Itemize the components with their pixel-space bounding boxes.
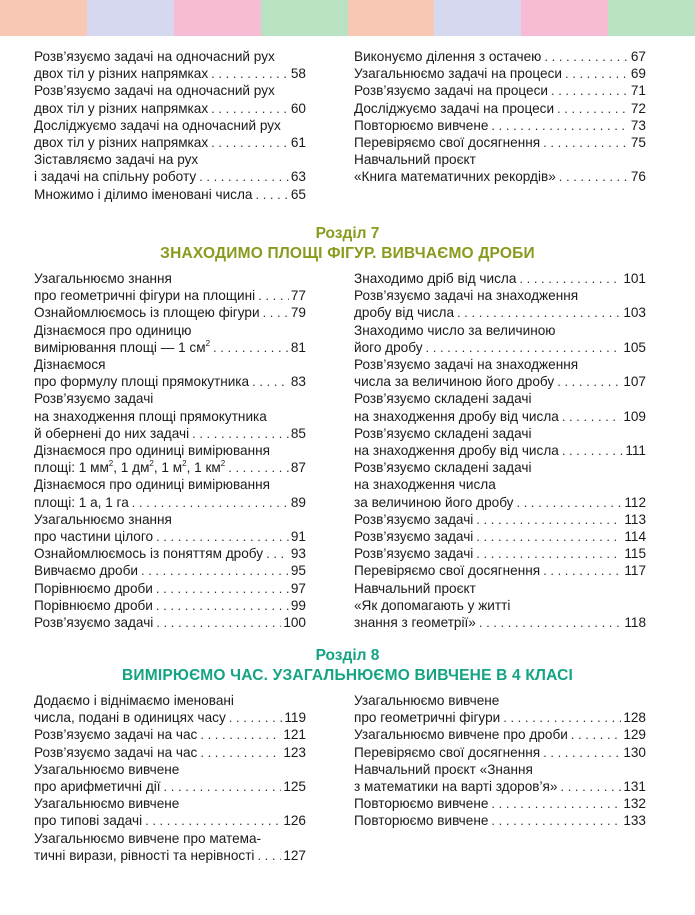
chapter-7-section — [0, 224, 695, 631]
dot-leader — [156, 528, 289, 545]
page-number: 115 — [624, 546, 646, 562]
toc-entry-title-line: Розв’язуємо задачі на процеси — [354, 83, 548, 99]
toc-entry[interactable] — [354, 151, 646, 185]
toc-entry-title-line: Додаємо і віднімаємо іменовані — [34, 693, 234, 708]
toc-entry[interactable] — [354, 761, 646, 795]
toc-entry[interactable] — [34, 761, 306, 795]
chapter-title: ЗНАХОДИМО ПЛОЩІ ФІГУР. ВИВЧАЄМО ДРОБИ — [160, 245, 535, 262]
dot-leader — [192, 425, 289, 442]
toc-entry-title-line: на знаходження числа — [354, 477, 496, 493]
toc-entry-title-line: Множимо і ділимо іменовані числа — [34, 186, 253, 202]
toc-entry-title-line: Дізнаємося про одиниці вимірювання — [34, 477, 270, 493]
toc-entry-title-line: про типові задачі — [34, 813, 143, 829]
toc-column-right — [354, 270, 646, 631]
toc-entry[interactable] — [354, 65, 646, 82]
toc-entry-title-line: Досліджуємо задачі на процеси — [354, 100, 555, 116]
toc-entry-title-line: Узагальнюємо знання — [34, 511, 172, 527]
toc-entry-title-line: про частини цілого — [34, 529, 154, 545]
dot-leader — [211, 100, 289, 117]
toc-entry[interactable] — [354, 287, 646, 321]
chapter-7-heading — [0, 224, 695, 264]
toc-entry-title-line: Дізнаємося про одиницю — [34, 322, 192, 338]
toc-entry-title-line: Узагальнюємо задачі на процеси — [354, 66, 562, 82]
page-number: 77 — [290, 288, 306, 304]
toc-entry-title-line: Повторюємо вивчене — [354, 813, 489, 829]
dot-leader — [228, 459, 289, 476]
decorative-color-band — [0, 0, 695, 36]
toc-entry[interactable] — [354, 528, 646, 545]
toc-entry[interactable] — [34, 117, 306, 151]
page-number: 121 — [283, 727, 306, 743]
band-segment — [0, 0, 87, 36]
toc-entry-title-line: й обернені до них задачі — [34, 425, 190, 441]
toc-entry-title-line: двох тіл у різних напрямках — [34, 100, 209, 116]
toc-column-right — [354, 692, 646, 864]
band-segment — [174, 0, 261, 36]
dot-leader — [476, 545, 622, 562]
page-number: 93 — [290, 546, 306, 562]
toc-entry-title-line: Ознайомлюємось із площею фігури — [34, 305, 260, 321]
chapter-8-heading — [0, 646, 695, 686]
dot-leader — [491, 117, 628, 134]
toc-entry[interactable] — [354, 812, 646, 829]
dot-leader — [213, 339, 289, 356]
toc-entry-title-line: Навчальний проєкт «Знання — [354, 761, 533, 777]
dot-leader — [571, 726, 621, 743]
toc-entry-title-line: Розв’язуємо задачі на знаходження — [354, 357, 579, 373]
page-number: 132 — [623, 796, 646, 812]
page-number: 75 — [630, 135, 646, 151]
toc-entry-title-line: Знаходимо дріб від числа — [354, 271, 517, 286]
toc-entry-title-line: про арифметичні дії — [34, 779, 161, 795]
dot-leader — [199, 168, 289, 185]
toc-entry-title-line: Розв’язуємо задачі на одночасний рух — [34, 49, 275, 64]
toc-entry-title-line: площі: 1 $мм^2$, 1 $дм^2$, 1 $м^2$, 1 $км^2$ — [34, 459, 226, 476]
page-number: 103 — [623, 305, 646, 321]
toc-entry-title-line: Розв’язуємо задачі на час — [34, 727, 198, 743]
toc-entry[interactable] — [354, 726, 646, 743]
toc-entry[interactable] — [34, 322, 306, 356]
toc-entry[interactable] — [354, 134, 646, 151]
toc-entry[interactable] — [34, 744, 306, 761]
toc-entry-title-line: Повторюємо вивчене — [354, 796, 489, 812]
toc-entry-title-line: Порівнюємо дроби — [34, 580, 153, 596]
chapter-number: Розділ 7 — [315, 225, 380, 242]
toc-entry[interactable] — [354, 117, 646, 134]
toc-entry-title-line: тичні вирази, рівності та нерівності — [34, 847, 255, 863]
page-number: 58 — [290, 66, 306, 82]
dot-leader — [562, 408, 621, 425]
band-segment — [87, 0, 174, 36]
dot-leader — [503, 709, 621, 726]
toc-entry[interactable] — [354, 795, 646, 812]
dot-leader — [200, 744, 281, 761]
toc-entry-title-line: Знаходимо число за величиною — [354, 322, 556, 338]
dot-leader — [145, 812, 281, 829]
toc-entry-title-line: за величиною його дробу — [354, 494, 514, 510]
dot-leader — [565, 65, 629, 82]
toc-entry[interactable] — [34, 390, 306, 442]
dot-leader — [200, 726, 281, 743]
toc-entry[interactable] — [34, 795, 306, 829]
dot-leader — [543, 134, 629, 151]
dot-leader — [252, 373, 289, 390]
dot-leader — [543, 744, 621, 761]
toc-entry-title-line: Узагальнюємо вивчене — [354, 693, 500, 708]
dot-leader — [562, 442, 624, 459]
toc-entry-title-line: Навчальний проєкт — [354, 580, 476, 596]
dot-leader — [156, 580, 289, 597]
toc-column-right — [354, 48, 646, 203]
dot-leader — [491, 795, 621, 812]
page-number: 91 — [290, 529, 306, 545]
toc-entry-title-line: Виконуємо ділення з остачею — [354, 49, 542, 64]
toc-entry[interactable] — [34, 830, 306, 864]
toc-entry-title-line: числа за величиною його дробу — [354, 374, 555, 390]
page-number: 133 — [623, 813, 646, 829]
page-number: 85 — [290, 425, 306, 441]
toc-entry[interactable] — [354, 425, 646, 459]
toc-entry-title-line: Розв’язуємо задачі — [354, 529, 474, 545]
toc-entry[interactable] — [34, 151, 306, 185]
toc-entry-title-line: Перевіряємо свої досягнення — [354, 563, 541, 579]
dot-leader — [491, 812, 621, 829]
page-number: 63 — [290, 169, 306, 185]
page-number: 89 — [290, 494, 306, 510]
toc-entry-title-line: на знаходження площі прямокутника — [34, 408, 267, 424]
dot-leader — [141, 562, 289, 579]
toc-column-left — [34, 692, 306, 864]
toc-entry[interactable] — [34, 356, 306, 390]
dot-leader — [426, 339, 622, 356]
toc-entry-title-line: про формулу площі прямокутника — [34, 374, 250, 390]
toc-entry-title-line: Зіставляємо задачі на рух — [34, 152, 199, 168]
toc-entry-title-line: його дробу — [354, 339, 423, 355]
toc-column-left — [34, 48, 306, 203]
toc-entry[interactable] — [34, 48, 306, 82]
toc-entry-title-line: Розв’язуємо складені задачі — [354, 425, 532, 441]
toc-entry[interactable] — [34, 304, 306, 321]
toc-entry-title-line: на знаходження дробу від числа — [354, 408, 559, 424]
toc-entry-title-line: Розв’язуємо задачі — [34, 615, 154, 631]
toc-entry-title-line: і задачі на спільну роботу — [34, 169, 197, 185]
toc-entry-title-line: Досліджуємо задачі на одночасний рух — [34, 117, 281, 133]
toc-entry[interactable] — [34, 692, 306, 726]
toc-entry-title-line: двох тіл у різних напрямках — [34, 66, 209, 82]
toc-entry-title-line: Розв’язуємо задачі на знаходження — [354, 288, 579, 304]
page-number: 105 — [623, 339, 646, 355]
page-number: 125 — [283, 779, 306, 795]
page-number: 79 — [290, 305, 306, 321]
toc-entry-title-line: Навчальний проєкт — [354, 152, 476, 168]
dot-leader — [132, 494, 289, 511]
toc-entry-title-line: Розв’язуємо задачі на одночасний рух — [34, 83, 275, 99]
dot-leader — [255, 186, 288, 203]
page-number: 107 — [623, 374, 646, 390]
toc-entry[interactable] — [354, 100, 646, 117]
page-number: 67 — [630, 49, 646, 64]
page-number: 113 — [624, 511, 646, 527]
toc-entry[interactable] — [354, 511, 646, 528]
dot-leader — [543, 562, 622, 579]
dot-leader — [164, 778, 282, 795]
toc-entry[interactable] — [354, 459, 646, 511]
dot-leader — [156, 614, 281, 631]
page-number: 95 — [290, 563, 306, 579]
toc-entry[interactable] — [34, 270, 306, 304]
toc-entry-title-line: Розв’язуємо складені задачі — [354, 391, 532, 407]
toc-entry-title-line: Узагальнюємо вивчене — [34, 761, 180, 777]
toc-entry-title-line: про геометричні фігури на площині — [34, 288, 256, 304]
page-number: 60 — [290, 100, 306, 116]
toc-entry-title-line: Узагальнюємо вивчене — [34, 796, 180, 812]
chapter-title: ВИМІРЮЄМО ЧАС. УЗАГАЛЬНЮЄМО ВИВЧЕНЕ В 4 КЛАСІ — [122, 667, 573, 684]
page-number: 118 — [624, 615, 646, 631]
dot-leader — [557, 100, 629, 117]
toc-entry-title-line: Перевіряємо свої досягнення — [354, 135, 541, 151]
toc-entry-title-line: Дізнаємося про одиниці вимірювання — [34, 443, 270, 459]
band-segment — [434, 0, 521, 36]
toc-entry[interactable] — [354, 545, 646, 562]
dot-leader — [516, 494, 622, 511]
toc-entry[interactable] — [34, 614, 306, 631]
page-number: 119 — [284, 710, 306, 726]
page-number: 99 — [290, 597, 306, 613]
page-number: 69 — [630, 66, 646, 82]
dot-leader — [257, 847, 281, 864]
page-number: 83 — [290, 374, 306, 390]
page-number: 111 — [625, 443, 646, 459]
page-number: 114 — [624, 529, 646, 545]
toc-entry-title-line: Розв’язуємо задачі на час — [34, 744, 198, 760]
toc-entry[interactable] — [34, 476, 306, 510]
toc-entry-title-line: Розв’язуємо задачі — [34, 391, 154, 407]
toc-entry[interactable] — [354, 82, 646, 99]
toc-entry-title-line: Узагальнюємо знання — [34, 271, 172, 286]
page-number: 123 — [283, 744, 306, 760]
dot-leader — [263, 304, 289, 321]
dot-leader — [476, 528, 622, 545]
toc-entry-title-line: дробу від числа — [354, 305, 455, 321]
toc-entry-title-line: знання з геометрії» — [354, 615, 476, 631]
toc-entry[interactable] — [354, 744, 646, 761]
dot-leader — [560, 778, 621, 795]
toc-entry-title-line: Повторюємо вивчене — [354, 117, 489, 133]
dot-leader — [457, 304, 621, 321]
toc-entry[interactable] — [34, 562, 306, 579]
toc-entry-title-line: Розв’язуємо задачі — [354, 546, 474, 562]
page-number: 61 — [290, 135, 306, 151]
toc-entry[interactable] — [34, 511, 306, 545]
page-number: 130 — [623, 744, 646, 760]
dot-leader — [476, 511, 622, 528]
toc-entry-title-line: Розв’язуємо задачі — [354, 511, 474, 527]
page-number: 72 — [630, 100, 646, 116]
dot-leader — [559, 168, 629, 185]
toc-entry-title-line: про геометричні фігури — [354, 710, 501, 726]
dot-leader — [551, 82, 629, 99]
toc-section-continued — [0, 48, 695, 203]
band-segment — [521, 0, 608, 36]
toc-entry-title-line: «Як допомагають у житті — [354, 597, 511, 613]
toc-entry-title-line: Дізнаємося — [34, 357, 106, 373]
page-number: 112 — [624, 494, 646, 510]
page-number: 129 — [623, 727, 646, 743]
toc-entry[interactable] — [354, 48, 646, 65]
toc-entry-title-line: Порівнюємо дроби — [34, 597, 153, 613]
dot-leader — [156, 597, 289, 614]
dot-leader — [266, 545, 289, 562]
band-segment — [261, 0, 348, 36]
toc-entry[interactable] — [34, 597, 306, 614]
toc-entry-title-line: Перевіряємо свої досягнення — [354, 744, 541, 760]
page-number: 127 — [283, 847, 306, 863]
toc-entry[interactable] — [354, 270, 646, 287]
page-number: 128 — [623, 710, 646, 726]
toc-entry[interactable] — [354, 390, 646, 424]
dot-leader — [479, 614, 622, 631]
chapter-8-section — [0, 646, 695, 864]
dot-leader — [211, 65, 289, 82]
toc-entry-title-line: вимірювання площі — 1 $см^2$ — [34, 338, 211, 355]
toc-entry[interactable] — [34, 726, 306, 743]
dot-leader — [229, 709, 283, 726]
page-number: 76 — [630, 169, 646, 185]
page-number: 131 — [623, 779, 646, 795]
page-number: 109 — [623, 408, 646, 424]
dot-leader — [211, 134, 289, 151]
page-number: 73 — [630, 117, 646, 133]
toc-entry[interactable] — [354, 562, 646, 579]
page-number: 100 — [283, 615, 306, 631]
band-segment — [348, 0, 435, 36]
toc-entry[interactable] — [354, 692, 646, 726]
band-segment — [608, 0, 695, 36]
dot-leader — [544, 48, 628, 65]
page-number: 117 — [624, 563, 646, 579]
toc-column-left — [34, 270, 306, 631]
dot-leader — [557, 373, 621, 390]
toc-entry-title-line: Ознайомлюємось із поняттям дробу — [34, 546, 264, 562]
page-number: 71 — [630, 83, 646, 99]
toc-entry-title-line: Вивчаємо дроби — [34, 563, 138, 579]
page-number: 126 — [283, 813, 306, 829]
toc-entry-title-line: числа, подані в одиницях часу — [34, 710, 226, 726]
toc-entry[interactable] — [34, 442, 306, 476]
toc-entry[interactable] — [34, 545, 306, 562]
chapter-number: Розділ 8 — [315, 647, 380, 664]
page-number: 97 — [290, 580, 306, 596]
dot-leader — [519, 270, 621, 287]
toc-entry[interactable] — [354, 322, 646, 356]
toc-entry[interactable] — [354, 580, 646, 632]
toc-entry-title-line: з математики на варті здоров’я» — [354, 779, 558, 795]
toc-entry-title-line: двох тіл у різних напрямках — [34, 135, 209, 151]
toc-entry-title-line: Узагальнюємо вивчене про дроби — [354, 727, 568, 743]
toc-entry[interactable] — [354, 356, 646, 390]
toc-entry[interactable] — [34, 580, 306, 597]
page-number: 65 — [290, 186, 306, 202]
toc-entry[interactable] — [34, 186, 306, 203]
toc-entry-title-line: Розв’язуємо складені задачі — [354, 460, 532, 476]
toc-entry-title-line: «Книга математичних рекордів» — [354, 169, 556, 185]
dot-leader — [258, 287, 289, 304]
toc-entry-title-line: площі: 1 а, 1 га — [34, 494, 129, 510]
page-number: 101 — [623, 271, 646, 286]
page-number: 81 — [290, 339, 306, 355]
toc-entry-title-line: Узагальнюємо вивчене про матема- — [34, 830, 262, 846]
page-number: 87 — [290, 460, 306, 476]
toc-entry-title-line: на знаходження дробу від числа — [354, 443, 559, 459]
toc-entry[interactable] — [34, 82, 306, 116]
